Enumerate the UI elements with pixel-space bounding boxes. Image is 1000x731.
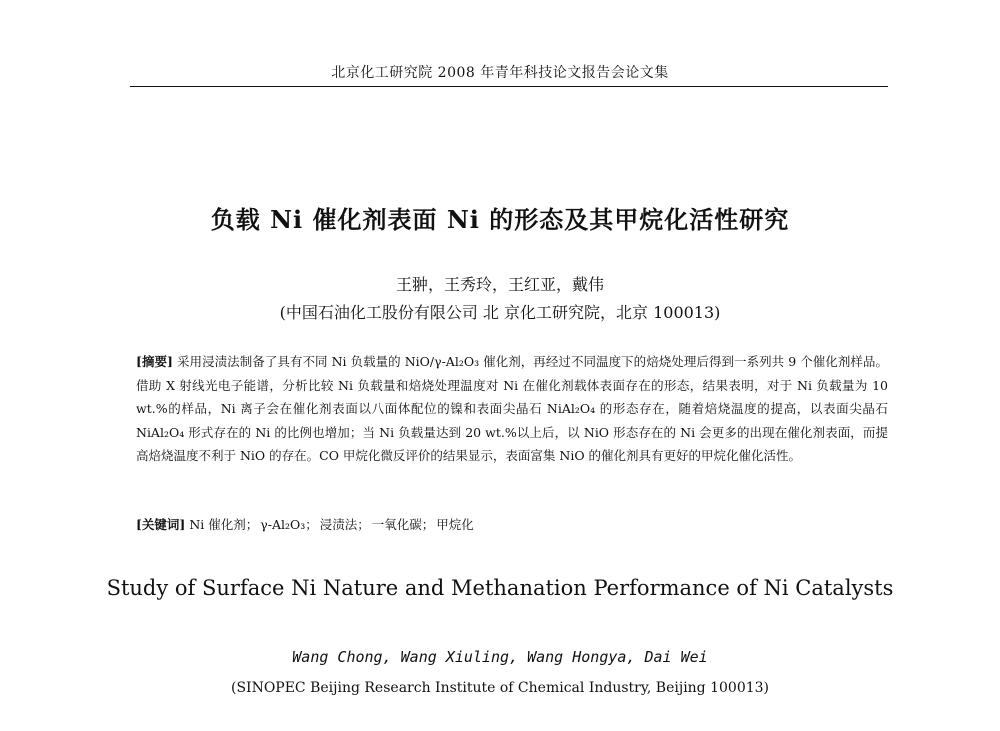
paper-title-cn: 负载 Ni 催化剂表面 Ni 的形态及其甲烷化活性研究	[210, 205, 790, 234]
affiliation-en: (SINOPEC Beijing Research Institute of Chemical Industry, Beijing 100013)	[230, 680, 769, 696]
paper-title-en: Study of Surface Ni Nature and Methanation Performance of Ni Catalysts	[106, 576, 894, 600]
keyword-item: γ-Al₂O₃；	[260, 517, 318, 532]
affiliation-cn: (中国石油化工股份有限公司 北 京化工研究院，北京 100013)	[279, 303, 721, 322]
keyword-item: Ni 催化剂；	[189, 517, 259, 532]
abstract-label: [摘要]	[136, 354, 173, 369]
abstract-text: 采用浸渍法制备了具有不同 Ni 负载量的 NiO/γ-Al₂O₃ 催化剂，再经过不同温度下的焙烧处理后得到一系列共 9 个催化剂样品。借助 X 射线光电子能谱，分析比较 Ni 负载量和焙烧处理温度对 Ni 在催化剂载体表面存在的形态，结果表明，对于 Ni 负载量为 10 wt.%的样品，Ni 离子会在催化剂表面以八面体配位的镍和表面尖晶石 NiAl₂O₄ 的形态存在，随着焙烧温度的提高，以表面尖晶石 NiAl₂O₄ 形式存在的 Ni 的比例也增加；当 Ni 负载量达到 20 wt.%以上后，以 NiO 形态存在的 Ni 会更多的出现在催化剂表面，而提高焙烧温度不利于 NiO 的存在。CO 甲烷化微反评价的结果显示，表面富集 NiO 的催化剂具有更好的甲烷化催化活性。	[136, 354, 888, 463]
keyword-item: 甲烷化	[436, 517, 474, 532]
authors-cn: 王翀，王秀玲，王红亚，戴伟	[395, 275, 604, 294]
keyword-item: 浸渍法；	[319, 517, 370, 532]
keywords	[136, 513, 888, 536]
running-header: 北京化工研究院 2008 年青年科技论文报告会论文集	[331, 65, 669, 81]
keywords-label: [关键词]	[136, 517, 186, 532]
abstract	[136, 350, 888, 468]
authors-en: Wang Chong, Wang Xiuling, Wang Hongya, Dai Wei	[292, 648, 708, 666]
header-rule	[130, 86, 888, 87]
keyword-item: 一氧化碳；	[371, 517, 435, 532]
